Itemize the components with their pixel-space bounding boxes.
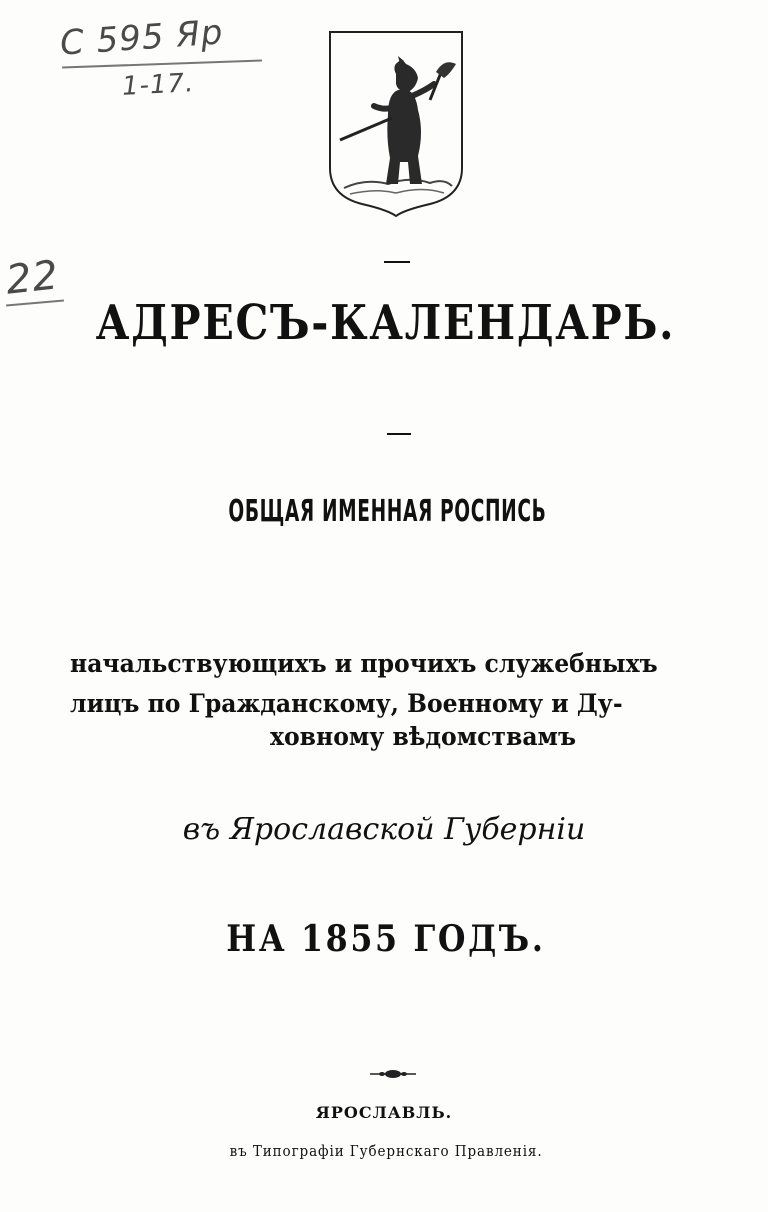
region-line: въ Ярославской Губерніи	[182, 812, 586, 847]
handwritten-inventory-number: 1-17.	[121, 68, 196, 102]
imprint-printer: въ Типографіи Губернскаго Правленія.	[229, 1142, 543, 1160]
year-line: НА 1855 ГОДЪ.	[226, 918, 546, 960]
top-divider	[384, 261, 410, 263]
handwritten-shelfmark: С 595 Яр	[58, 12, 225, 64]
ornament-divider	[370, 1067, 416, 1081]
imprint-city: ЯРОСЛАВЛЬ.	[315, 1103, 453, 1122]
subtitle: ОБЩАЯ ИМЕННАЯ РОСПИСЬ	[228, 494, 547, 529]
handwritten-page-number: 22	[3, 252, 62, 304]
body-line-1: начальствующихъ и прочихъ служебныхъ	[70, 649, 658, 678]
page-title: АДРЕСЪ-КАЛЕНДАРЬ.	[95, 295, 676, 351]
body-line-2: лицъ по Гражданскому, Военному и Ду-	[70, 689, 623, 718]
yaroslavl-bear-coat-of-arms-icon	[326, 28, 466, 218]
body-line-3: ховному вѣдомствамъ	[270, 722, 576, 751]
title-divider	[387, 433, 411, 435]
